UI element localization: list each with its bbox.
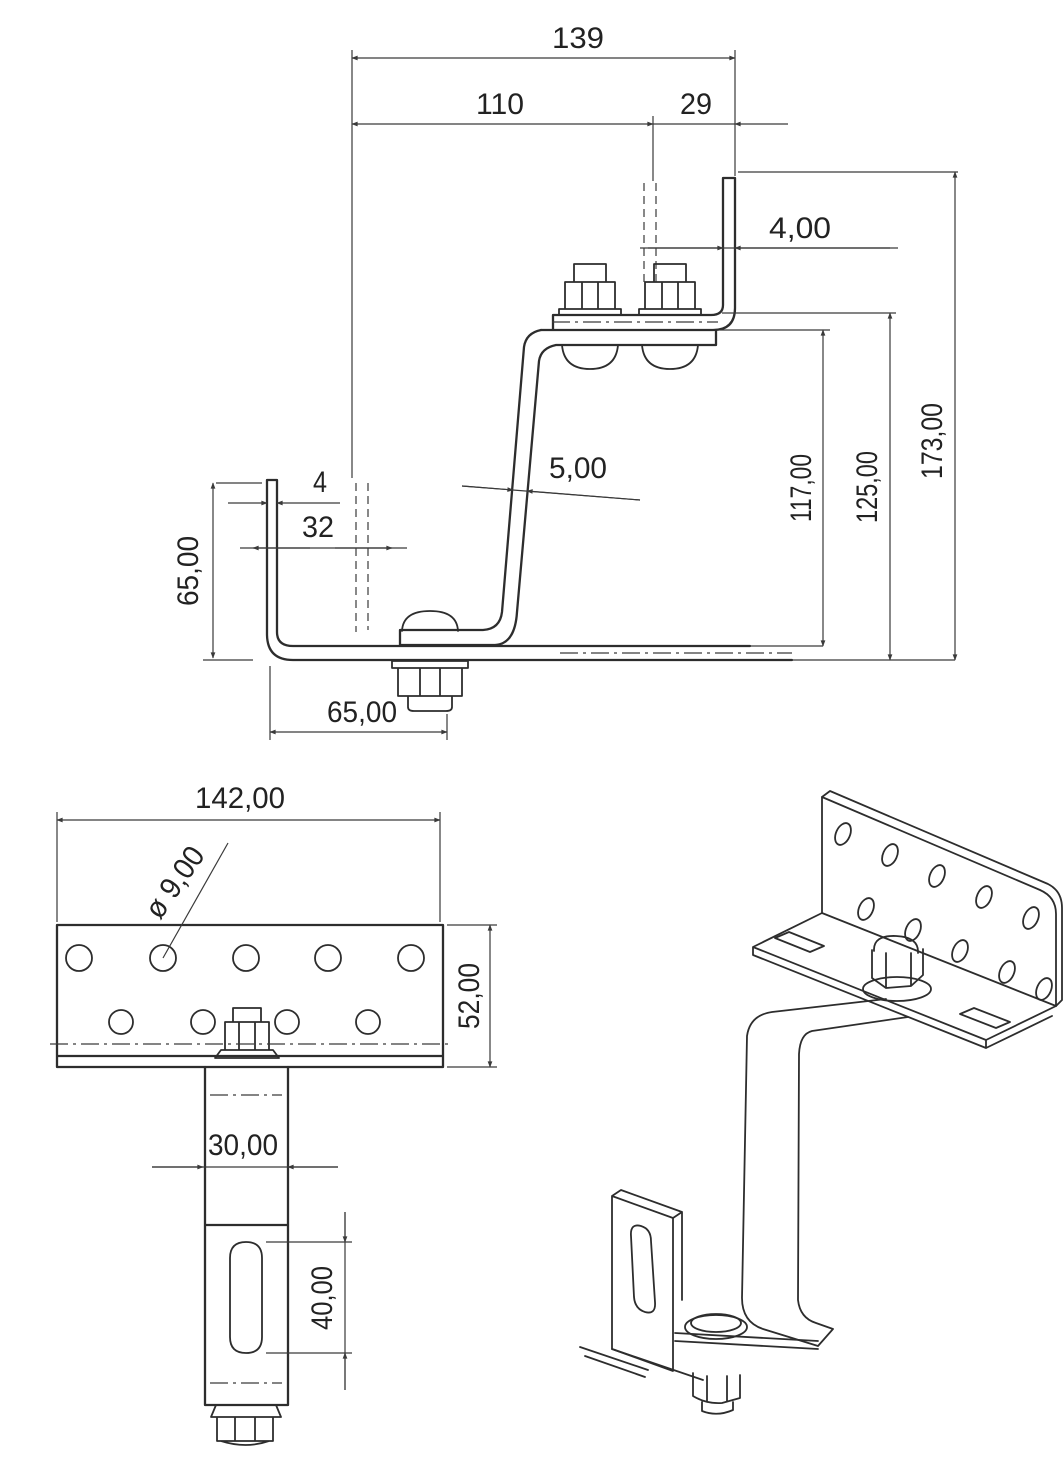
top-bolt-right: [639, 264, 701, 369]
top-bolt-left: [559, 264, 621, 369]
base-bolt: [392, 611, 468, 711]
side-view: [172, 22, 958, 740]
dim-label-173: 173,00: [916, 387, 949, 479]
dim-label-32: 32: [302, 511, 334, 544]
dim-overall-width: [352, 22, 735, 58]
dim-stem-width: [152, 1129, 338, 1167]
dim-mid-height: [851, 313, 890, 660]
iso-slotted-tab: [612, 1190, 703, 1380]
hole-row-top: [66, 945, 424, 971]
top-angle-outline: [541, 178, 735, 330]
dim-label-5-00: 5,00: [549, 452, 607, 485]
dim-bolt-offset: [270, 696, 447, 732]
dim-hook-height: [172, 483, 213, 658]
dim-label-4: 4: [313, 466, 327, 499]
dim-label-29: 29: [680, 88, 712, 121]
isometric-view: [580, 791, 1062, 1414]
dim-label-40: 40,00: [306, 1254, 339, 1330]
iso-flange-nut: [863, 936, 931, 1001]
stem-slot: [230, 1242, 262, 1353]
dim-label-110: 110: [476, 88, 524, 121]
dim-overall-height: [916, 172, 955, 660]
stem-bottom-nut: [211, 1405, 281, 1445]
dim-label-4-00: 4,00: [769, 212, 831, 245]
iso-plate-thickness: [822, 791, 1062, 1006]
dim-hook-plate-thickness: [228, 466, 340, 503]
front-center-lines: [50, 1044, 448, 1383]
dim-label-139: 139: [552, 22, 604, 55]
z-strap-outline: [400, 330, 716, 645]
dim-hook-gap: [240, 511, 407, 548]
dim-strap-thickness: [462, 452, 640, 500]
extension-lines: [216, 50, 958, 740]
dim-left-span: [352, 88, 653, 124]
dim-plate-width: [57, 782, 440, 925]
stem-outline: [205, 1067, 288, 1405]
iso-foot: [580, 1333, 818, 1377]
iso-strap: [742, 999, 908, 1346]
dim-label-30: 30,00: [208, 1129, 278, 1162]
dim-plate-thickness: [640, 212, 898, 248]
dim-label-125: 125,00: [851, 431, 884, 523]
iso-flange-slots: [775, 932, 1010, 1028]
dim-label-65-bottom: 65,00: [327, 696, 397, 729]
dim-label-65-left: 65,00: [172, 530, 205, 606]
iso-foot-bolt: [685, 1314, 747, 1414]
front-view: [50, 782, 497, 1445]
dim-plate-height: [447, 925, 497, 1067]
center-lines: [552, 322, 792, 653]
dim-label-142: 142,00: [195, 782, 285, 815]
dim-label-52: 52,00: [453, 953, 486, 1029]
dim-right-span: [653, 88, 788, 124]
hook-base-outline: [267, 480, 792, 660]
dim-hole-diameter: [138, 836, 228, 958]
front-plate-nut: [215, 1008, 279, 1058]
dim-inner-height: [785, 330, 823, 646]
dim-slot-length: [266, 1212, 352, 1390]
iso-plate-face: [822, 797, 1056, 1006]
dim-label-117: 117,00: [785, 432, 818, 522]
base-edge-extension: [203, 646, 955, 660]
dim-label-dia-9: ø 9,00: [138, 836, 215, 925]
